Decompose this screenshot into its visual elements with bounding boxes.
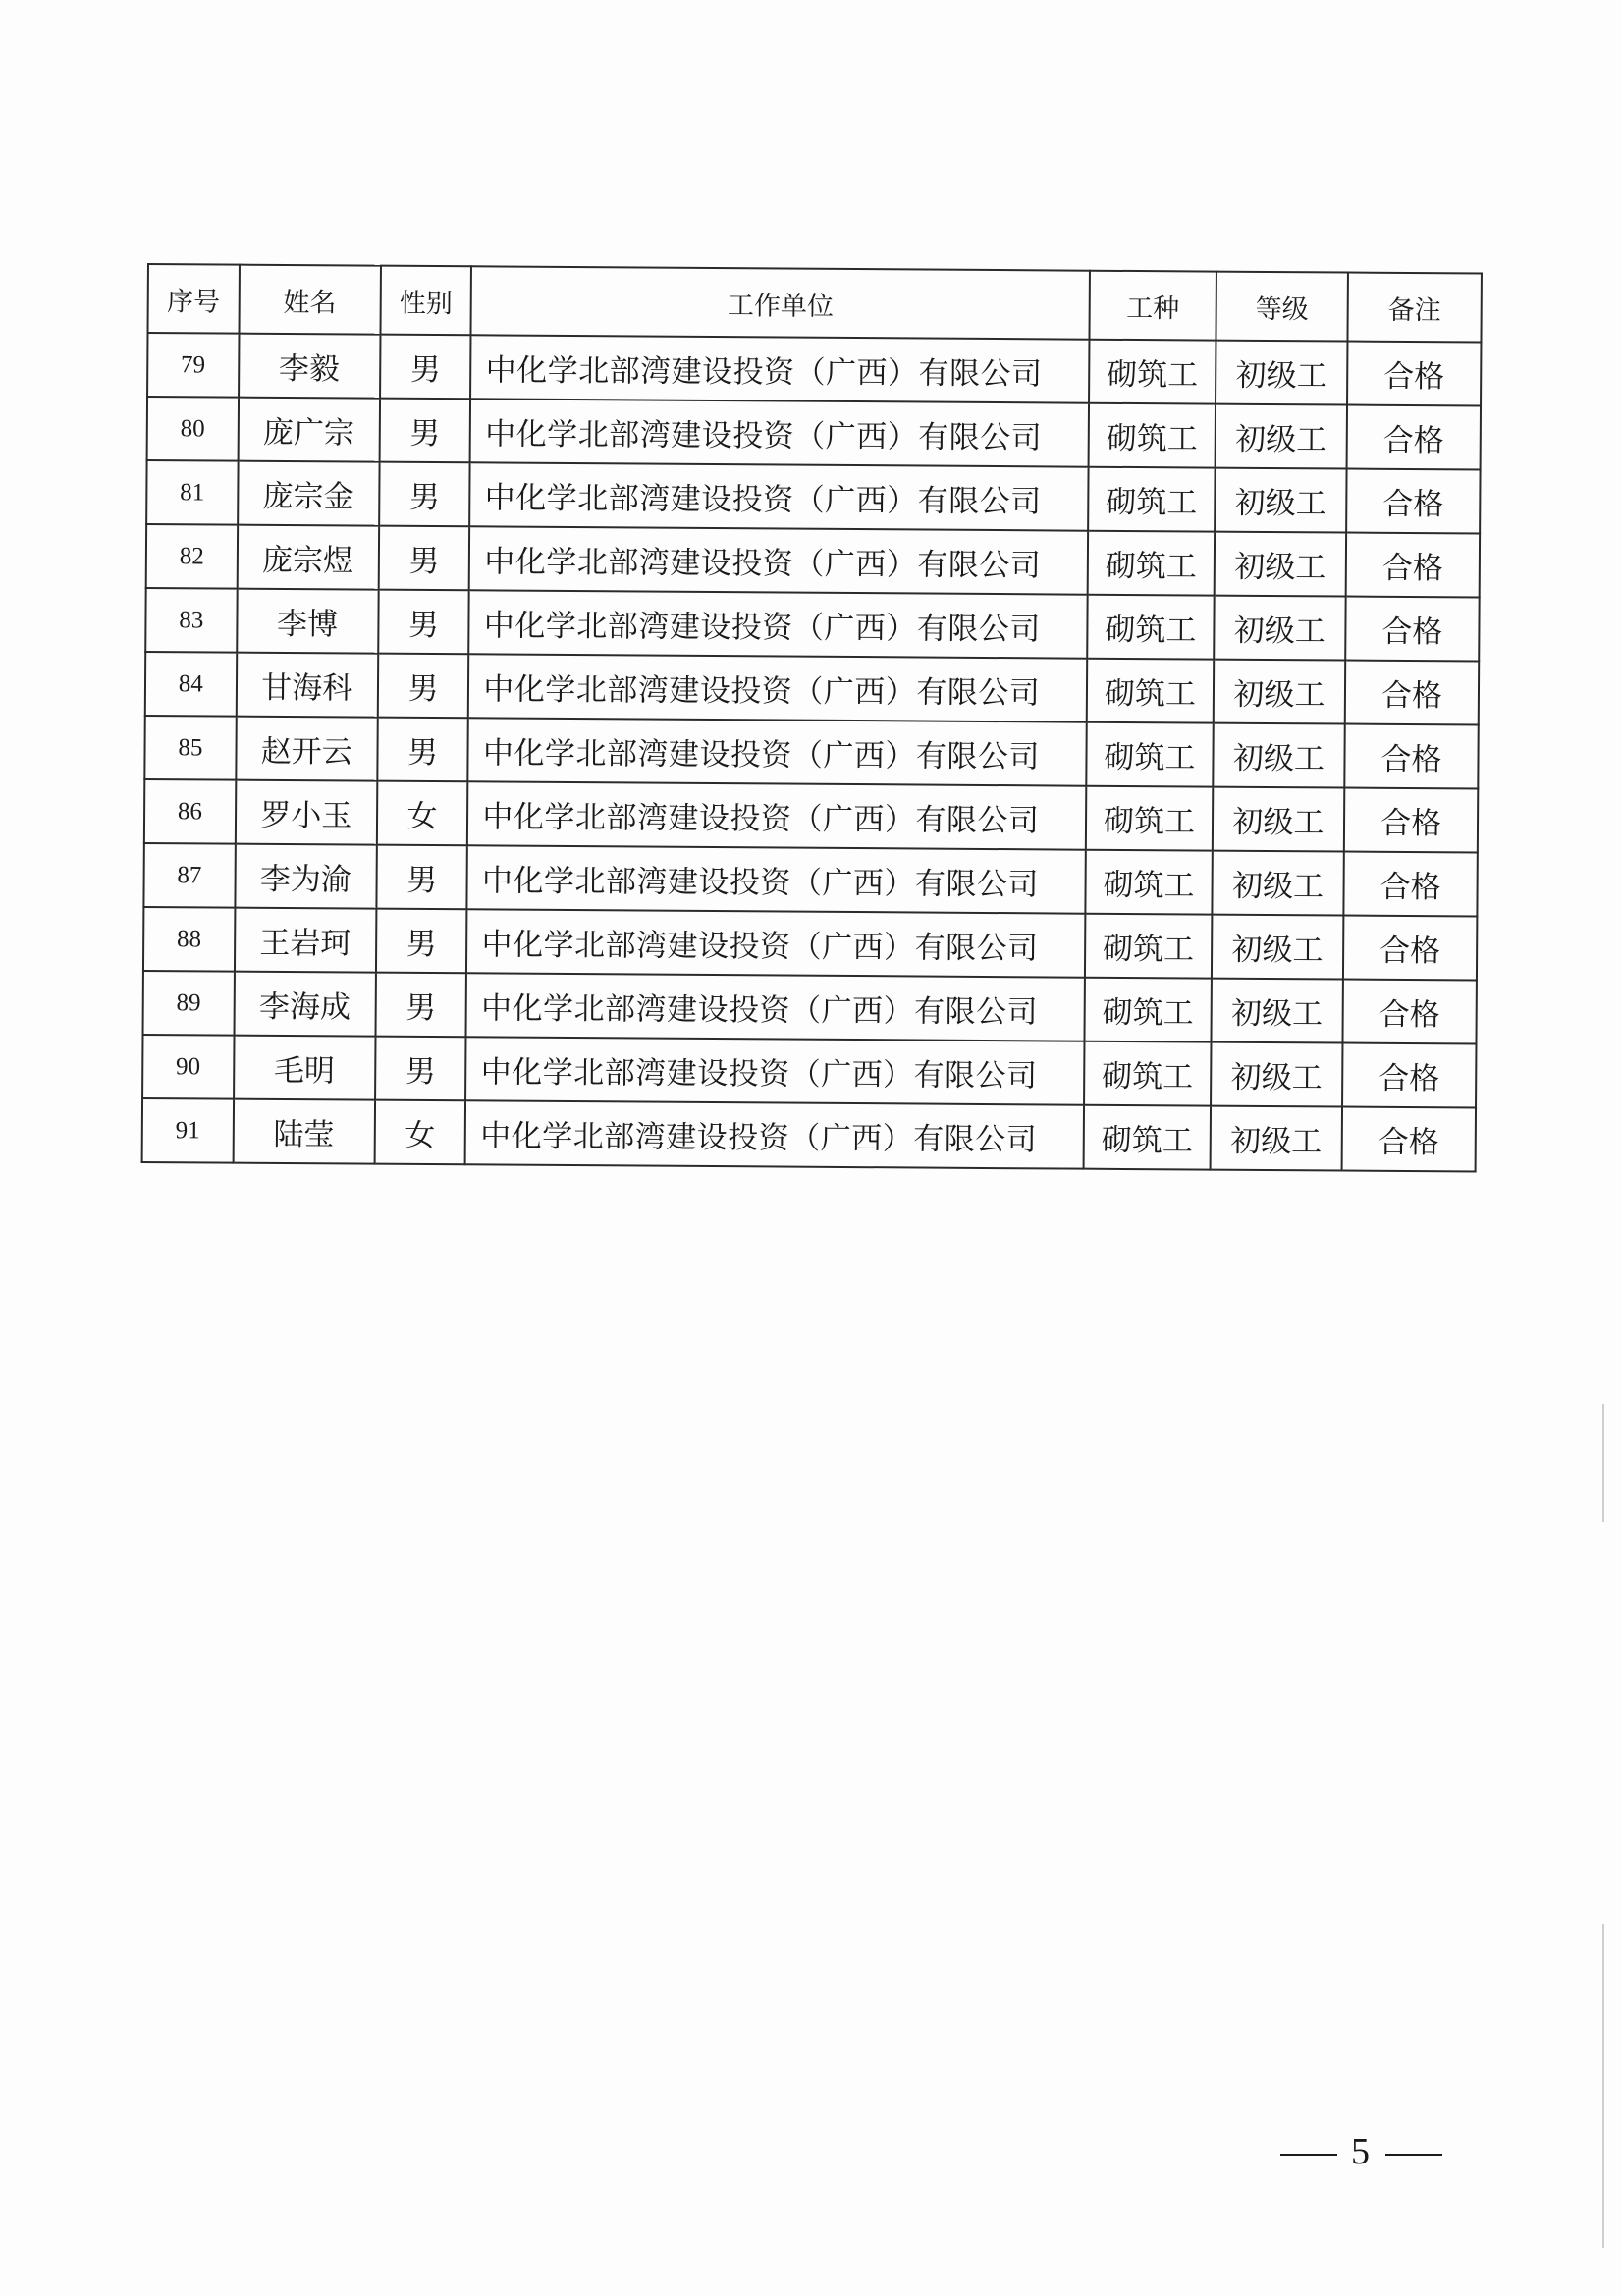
cell-trade: 砌筑工	[1085, 850, 1212, 915]
cell-level: 初级工	[1215, 468, 1346, 533]
cell-gender: 男	[378, 526, 469, 591]
cell-name: 毛明	[234, 1036, 375, 1100]
table-row	[147, 333, 1481, 405]
cell-index: 91	[142, 1098, 234, 1163]
cell-remark: 合格	[1343, 916, 1478, 981]
table-row	[143, 971, 1477, 1043]
header-gender: 性别	[380, 266, 471, 336]
table-row	[145, 652, 1479, 724]
table-row	[144, 716, 1478, 788]
cell-level: 初级工	[1211, 979, 1342, 1043]
cell-trade: 砌筑工	[1089, 340, 1216, 404]
cell-trade: 砌筑工	[1084, 1041, 1211, 1106]
cell-work-unit: 中化学北部湾建设投资（广西）有限公司	[469, 526, 1088, 594]
header-remark: 备注	[1347, 273, 1482, 343]
table-header-row	[148, 264, 1482, 342]
cell-gender: 男	[379, 399, 470, 463]
cell-level: 初级工	[1213, 723, 1344, 788]
cell-trade: 砌筑工	[1088, 531, 1215, 596]
cell-name: 李为渝	[235, 844, 376, 909]
page-number-value: 5	[1351, 2131, 1372, 2172]
table-row	[143, 907, 1477, 980]
cell-index: 80	[147, 397, 239, 461]
cell-level: 初级工	[1211, 1042, 1342, 1107]
cell-work-unit: 中化学北部湾建设投资（广西）有限公司	[466, 909, 1085, 977]
cell-trade: 砌筑工	[1087, 659, 1214, 723]
cell-work-unit: 中化学北部湾建设投资（广西）有限公司	[469, 590, 1088, 658]
header-name: 姓名	[239, 265, 381, 335]
cell-work-unit: 中化学北部湾建设投资（广西）有限公司	[465, 1037, 1084, 1104]
cell-index: 79	[147, 333, 239, 398]
cell-name: 庞广宗	[238, 398, 379, 462]
cell-gender: 女	[377, 781, 468, 846]
page-number-dash-right	[1385, 2154, 1442, 2156]
cell-name: 李毅	[239, 334, 380, 399]
cell-name: 李博	[237, 589, 378, 654]
cell-level: 初级工	[1211, 1106, 1342, 1171]
cell-remark: 合格	[1342, 980, 1477, 1044]
cell-index: 81	[146, 460, 238, 525]
cell-name: 陆莹	[233, 1099, 374, 1164]
header-trade: 工种	[1089, 271, 1216, 341]
cell-index: 85	[144, 716, 236, 780]
roster-table	[141, 263, 1483, 1172]
page-number	[1267, 2130, 1456, 2173]
cell-index: 89	[143, 971, 235, 1036]
cell-remark: 合格	[1342, 1107, 1477, 1172]
cell-remark: 合格	[1344, 788, 1479, 853]
cell-gender: 男	[377, 718, 468, 782]
cell-remark: 合格	[1346, 469, 1481, 534]
cell-remark: 合格	[1344, 724, 1479, 789]
cell-remark: 合格	[1345, 661, 1480, 725]
cell-name: 李海成	[234, 972, 375, 1037]
cell-work-unit: 中化学北部湾建设投资（广西）有限公司	[470, 462, 1089, 530]
cell-remark: 合格	[1347, 342, 1482, 406]
table-row	[142, 1035, 1476, 1107]
cell-level: 初级工	[1214, 596, 1345, 661]
table-row	[144, 779, 1478, 852]
cell-index: 84	[145, 652, 237, 717]
table-row	[145, 588, 1479, 661]
cell-work-unit: 中化学北部湾建设投资（广西）有限公司	[470, 335, 1089, 402]
cell-work-unit: 中化学北部湾建设投资（广西）有限公司	[466, 973, 1085, 1041]
cell-remark: 合格	[1343, 852, 1478, 917]
cell-remark: 合格	[1342, 1043, 1477, 1108]
table-row	[143, 843, 1477, 916]
cell-index: 90	[142, 1035, 234, 1099]
cell-trade: 砌筑工	[1086, 722, 1213, 787]
cell-index: 86	[144, 779, 236, 844]
cell-name: 王岩珂	[235, 908, 376, 973]
cell-trade: 砌筑工	[1085, 978, 1212, 1042]
table-row	[146, 524, 1480, 597]
cell-level: 初级工	[1216, 404, 1347, 469]
cell-work-unit: 中化学北部湾建设投资（广西）有限公司	[467, 845, 1086, 913]
cell-work-unit: 中化学北部湾建设投资（广西）有限公司	[467, 781, 1086, 849]
cell-level: 初级工	[1212, 915, 1343, 980]
cell-index: 88	[143, 907, 235, 972]
cell-level: 初级工	[1214, 660, 1345, 724]
cell-work-unit: 中化学北部湾建设投资（广西）有限公司	[470, 399, 1089, 466]
cell-index: 87	[143, 843, 235, 908]
cell-remark: 合格	[1347, 405, 1482, 470]
table-row	[146, 460, 1480, 533]
cell-gender: 男	[375, 973, 466, 1038]
cell-level: 初级工	[1215, 532, 1346, 597]
table-row	[142, 1098, 1476, 1171]
cell-level: 初级工	[1212, 851, 1343, 916]
cell-gender: 男	[379, 462, 470, 527]
cell-trade: 砌筑工	[1089, 403, 1216, 468]
cell-work-unit: 中化学北部湾建设投资（广西）有限公司	[468, 654, 1087, 721]
cell-trade: 砌筑工	[1085, 914, 1212, 979]
cell-name: 甘海科	[236, 653, 377, 718]
header-work-unit: 工作单位	[471, 266, 1090, 339]
cell-trade: 砌筑工	[1084, 1105, 1211, 1170]
cell-index: 83	[145, 588, 237, 653]
cell-name: 庞宗金	[238, 461, 379, 526]
cell-trade: 砌筑工	[1088, 467, 1215, 532]
cell-name: 罗小玉	[236, 780, 377, 845]
cell-remark: 合格	[1345, 597, 1480, 662]
cell-work-unit: 中化学北部湾建设投资（广西）有限公司	[468, 718, 1087, 785]
cell-level: 初级工	[1216, 341, 1347, 405]
cell-gender: 男	[380, 335, 471, 400]
scan-edge-mark	[1602, 1404, 1604, 1522]
cell-trade: 砌筑工	[1086, 786, 1213, 851]
cell-index: 82	[146, 524, 238, 589]
cell-gender: 男	[376, 909, 467, 974]
cell-gender: 男	[376, 845, 467, 910]
page-number-dash-left	[1280, 2154, 1337, 2156]
cell-trade: 砌筑工	[1087, 595, 1214, 660]
cell-gender: 男	[378, 590, 469, 655]
header-level: 等级	[1216, 272, 1347, 342]
header-index: 序号	[148, 264, 240, 334]
cell-remark: 合格	[1346, 533, 1481, 598]
cell-name: 赵开云	[236, 717, 377, 781]
cell-gender: 女	[374, 1100, 465, 1165]
cell-name: 庞宗煜	[237, 525, 378, 590]
cell-work-unit: 中化学北部湾建设投资（广西）有限公司	[465, 1100, 1084, 1168]
scan-edge-mark	[1602, 1924, 1604, 2248]
cell-gender: 男	[377, 654, 468, 719]
cell-gender: 男	[375, 1037, 466, 1101]
table-row	[147, 397, 1481, 469]
cell-level: 初级工	[1213, 787, 1344, 852]
